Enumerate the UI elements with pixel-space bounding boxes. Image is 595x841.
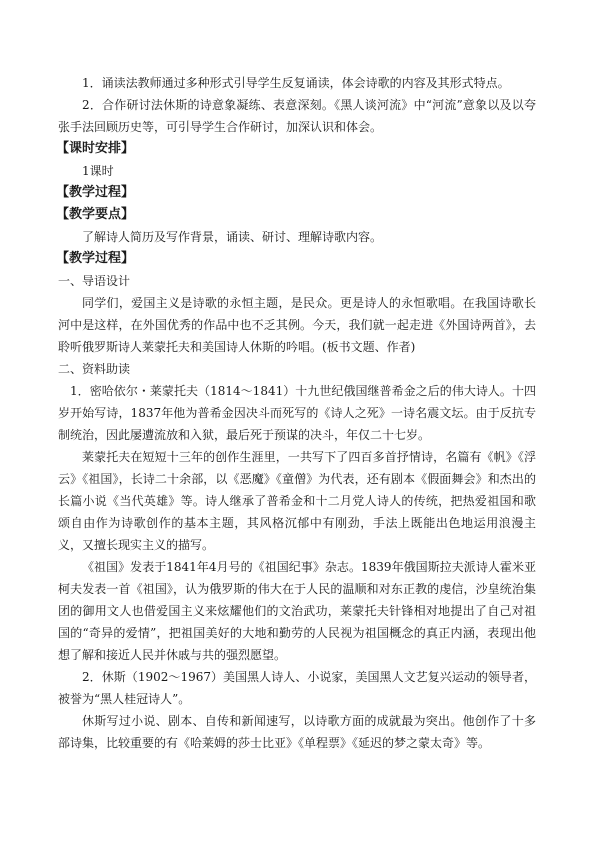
heading-schedule: 【课时安排】 xyxy=(56,141,135,156)
hughes-works-paragraph: 休斯写过小说、剧本、自传和新闻速写，以诗歌方面的成就最为突出。他创作了十多部诗集，比较重要的有《哈莱姆的莎士比亚》《单程票》《延迟的梦之蒙太奇》等。 xyxy=(58,714,536,750)
hughes-bio-paragraph: 2．休斯（1902～1967）美国黑人诗人、小说家，美国黑人文艺复兴运动的领导者，被誉为“黑人桂冠诗人”。 xyxy=(58,670,536,706)
schedule-text: 1课时 xyxy=(82,164,114,178)
lermontov-bio-paragraph: 1．密哈依尔・莱蒙托夫（1814～1841）十九世纪俄国继普希金之后的伟大诗人。十四岁开始写诗，1837年他为普希金因决斗而死写的《诗人之死》一诗名震文坛。由于反抗专制统治，因此屡遭流放和入狱，最后死于预谋的决斗，年仅二十七岁。 xyxy=(58,384,536,442)
heading-key-points: 【教学要点】 xyxy=(56,207,135,222)
heading-teaching-process: 【教学过程】 xyxy=(56,185,135,200)
section-materials-title: 二、资料助读 xyxy=(58,362,131,376)
lermontov-works-paragraph: 莱蒙托夫在短短十三年的创作生涯里，一共写下了四百多首抒情诗，名篇有《帆》《浮云》《祖国》，长诗二十余部，以《恶魔》《童僧》为代表，还有剧本《假面舞会》和杰出的长篇小说《当代英雄》等。诗人继承了普希金和十二月党人诗人的传统，把热爱祖国和歌颂自由作为诗歌创作的基本主题，其风格沉郁中有刚劲，手法上既能出色地运用浪漫主义，又擅长现实主义的描写。 xyxy=(58,450,536,552)
section-intro-title: 一、导语设计 xyxy=(58,274,131,288)
method-paragraph-2: 2．合作研讨法休斯的诗意象凝练、表意深刻。《黑人谈河流》中“河流”意象以及以夸张手法回顾历史等，可引导学生合作研讨，加深认识和体会。 xyxy=(58,98,536,134)
method-paragraph-1: 1．诵读法教师通过多种形式引导学生反复诵读，体会诗歌的内容及其形式特点。 xyxy=(82,76,510,90)
key-points-text: 了解诗人简历及写作背景，诵读、研讨、理解诗歌内容。 xyxy=(82,230,383,244)
document-body xyxy=(58,72,536,754)
heading-teaching-process-2: 【教学过程】 xyxy=(56,251,135,266)
intro-paragraph: 同学们，爱国主义是诗歌的永恒主题，是民众。更是诗人的永恒歌唱。在我国诗歌长河中是这样，在外国优秀的作品中也不乏其例。今天，我们就一起走进《外国诗两首》，去聆听俄罗斯诗人莱蒙托夫和美国诗人休斯的吟唱。(板书文题、作者) xyxy=(58,296,536,354)
motherland-poem-paragraph: 《祖国》发表于1841年4月号的《祖国纪事》杂志。1839年俄国斯拉夫派诗人霍米亚柯夫发表一首《祖国》，认为俄罗斯的伟大在于人民的温顺和对东正教的虔信，沙皇统治集团的御用文人也借爱国主义来炫耀他们的文治武功，莱蒙托夫针锋相对地提出了自己对祖国的“奇异的爱情”，把祖国美好的大地和勤劳的人民视为祖国概念的真正内涵，表现出他想了解和接近人民并休戚与共的强烈愿望。 xyxy=(58,560,536,662)
